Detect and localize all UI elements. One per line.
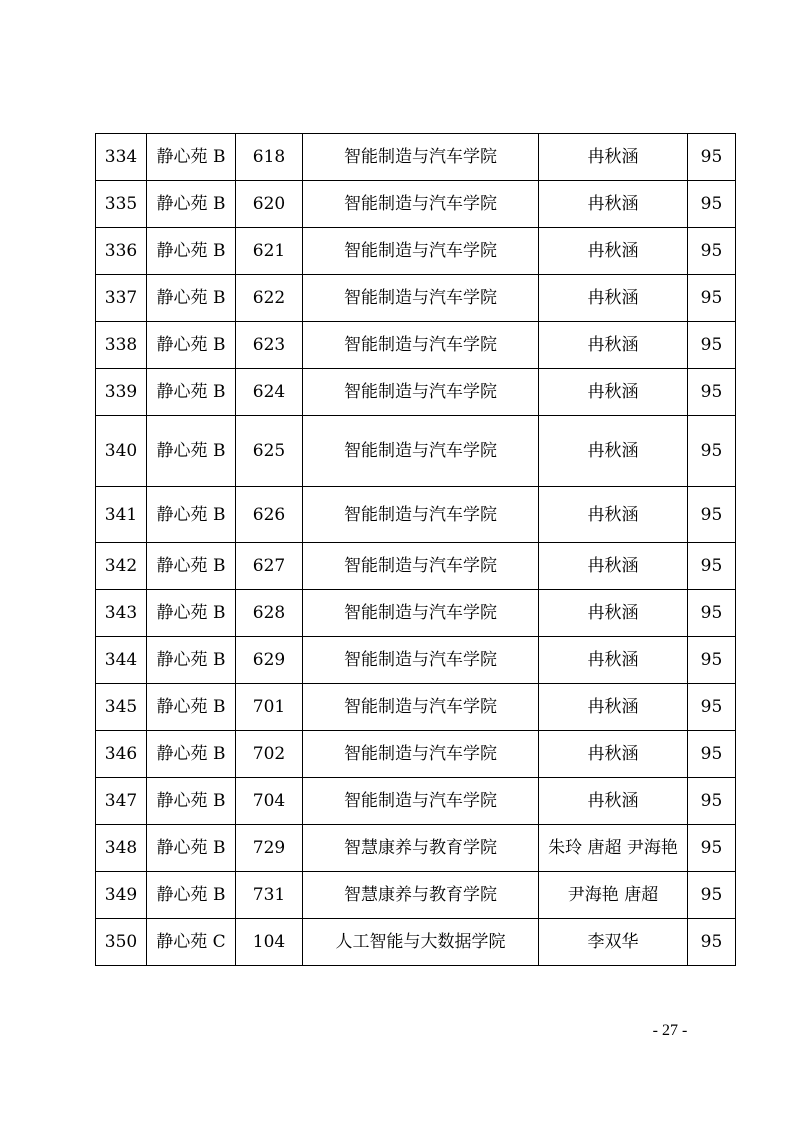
- score-value: 95: [688, 134, 736, 181]
- building-name: 静心苑 B: [147, 872, 236, 919]
- table-row: [96, 731, 736, 778]
- college-name: 智能制造与汽车学院: [303, 684, 539, 731]
- college-name: 智能制造与汽车学院: [303, 181, 539, 228]
- college-name: 智能制造与汽车学院: [303, 416, 539, 487]
- building-name: 静心苑 B: [147, 543, 236, 590]
- counselor-names: 冉秋涵: [539, 322, 688, 369]
- counselor-names: 冉秋涵: [539, 275, 688, 322]
- table-row: [96, 684, 736, 731]
- room-number: 702: [236, 731, 303, 778]
- building-name: 静心苑 B: [147, 181, 236, 228]
- building-name: 静心苑 B: [147, 275, 236, 322]
- building-name: 静心苑 B: [147, 228, 236, 275]
- college-name: 智能制造与汽车学院: [303, 134, 539, 181]
- counselor-names: 尹海艳 唐超: [539, 872, 688, 919]
- row-number: 343: [96, 590, 147, 637]
- building-name: 静心苑 B: [147, 416, 236, 487]
- counselor-names: 冉秋涵: [539, 637, 688, 684]
- row-number: 335: [96, 181, 147, 228]
- score-value: 95: [688, 543, 736, 590]
- room-number: 625: [236, 416, 303, 487]
- table-row: [96, 919, 736, 966]
- row-number: 337: [96, 275, 147, 322]
- score-value: 95: [688, 684, 736, 731]
- table-row: [96, 590, 736, 637]
- row-number: 341: [96, 487, 147, 543]
- college-name: 智能制造与汽车学院: [303, 637, 539, 684]
- counselor-names: 冉秋涵: [539, 590, 688, 637]
- room-number: 701: [236, 684, 303, 731]
- building-name: 静心苑 B: [147, 369, 236, 416]
- college-name: 智能制造与汽车学院: [303, 322, 539, 369]
- page-number: - 27 -: [652, 1022, 688, 1039]
- room-number: 618: [236, 134, 303, 181]
- college-name: 人工智能与大数据学院: [303, 919, 539, 966]
- row-number: 347: [96, 778, 147, 825]
- counselor-names: 李双华: [539, 919, 688, 966]
- score-value: 95: [688, 872, 736, 919]
- score-value: 95: [688, 637, 736, 684]
- score-value: 95: [688, 369, 736, 416]
- room-number: 620: [236, 181, 303, 228]
- building-name: 静心苑 B: [147, 684, 236, 731]
- room-number: 626: [236, 487, 303, 543]
- college-name: 智能制造与汽车学院: [303, 778, 539, 825]
- college-name: 智能制造与汽车学院: [303, 543, 539, 590]
- building-name: 静心苑 B: [147, 825, 236, 872]
- score-value: 95: [688, 919, 736, 966]
- counselor-names: 冉秋涵: [539, 487, 688, 543]
- table-row: [96, 778, 736, 825]
- table-row: [96, 543, 736, 590]
- room-number: 624: [236, 369, 303, 416]
- table-row: [96, 637, 736, 684]
- score-value: 95: [688, 275, 736, 322]
- college-name: 智能制造与汽车学院: [303, 228, 539, 275]
- college-name: 智能制造与汽车学院: [303, 590, 539, 637]
- college-name: 智能制造与汽车学院: [303, 369, 539, 416]
- building-name: 静心苑 B: [147, 322, 236, 369]
- table-row: [96, 275, 736, 322]
- room-number: 622: [236, 275, 303, 322]
- counselor-names: 冉秋涵: [539, 416, 688, 487]
- room-number: 104: [236, 919, 303, 966]
- row-number: 345: [96, 684, 147, 731]
- table-row: [96, 228, 736, 275]
- row-number: 346: [96, 731, 147, 778]
- college-name: 智能制造与汽车学院: [303, 731, 539, 778]
- score-value: 95: [688, 416, 736, 487]
- room-number: 731: [236, 872, 303, 919]
- college-name: 智能制造与汽车学院: [303, 275, 539, 322]
- room-number: 621: [236, 228, 303, 275]
- room-number: 628: [236, 590, 303, 637]
- college-name: 智慧康养与教育学院: [303, 872, 539, 919]
- counselor-names: 冉秋涵: [539, 181, 688, 228]
- room-number: 629: [236, 637, 303, 684]
- table-row: [96, 134, 736, 181]
- table-row: [96, 825, 736, 872]
- table-body: [96, 134, 736, 966]
- room-number: 704: [236, 778, 303, 825]
- college-name: 智慧康养与教育学院: [303, 825, 539, 872]
- score-value: 95: [688, 322, 736, 369]
- dorm-score-table: [95, 133, 736, 966]
- building-name: 静心苑 B: [147, 731, 236, 778]
- counselor-names: 冉秋涵: [539, 134, 688, 181]
- row-number: 340: [96, 416, 147, 487]
- room-number: 623: [236, 322, 303, 369]
- building-name: 静心苑 C: [147, 919, 236, 966]
- score-value: 95: [688, 778, 736, 825]
- table-row: [96, 416, 736, 487]
- table-row: [96, 369, 736, 416]
- row-number: 349: [96, 872, 147, 919]
- counselor-names: 朱玲 唐超 尹海艳: [539, 825, 688, 872]
- building-name: 静心苑 B: [147, 134, 236, 181]
- counselor-names: 冉秋涵: [539, 778, 688, 825]
- table-row: [96, 872, 736, 919]
- row-number: 334: [96, 134, 147, 181]
- row-number: 344: [96, 637, 147, 684]
- room-number: 729: [236, 825, 303, 872]
- counselor-names: 冉秋涵: [539, 228, 688, 275]
- room-number: 627: [236, 543, 303, 590]
- score-value: 95: [688, 181, 736, 228]
- table-row: [96, 487, 736, 543]
- row-number: 350: [96, 919, 147, 966]
- table-row: [96, 322, 736, 369]
- row-number: 342: [96, 543, 147, 590]
- building-name: 静心苑 B: [147, 590, 236, 637]
- building-name: 静心苑 B: [147, 778, 236, 825]
- counselor-names: 冉秋涵: [539, 369, 688, 416]
- score-value: 95: [688, 487, 736, 543]
- counselor-names: 冉秋涵: [539, 543, 688, 590]
- score-value: 95: [688, 590, 736, 637]
- row-number: 348: [96, 825, 147, 872]
- counselor-names: 冉秋涵: [539, 731, 688, 778]
- row-number: 338: [96, 322, 147, 369]
- building-name: 静心苑 B: [147, 487, 236, 543]
- score-value: 95: [688, 731, 736, 778]
- row-number: 336: [96, 228, 147, 275]
- row-number: 339: [96, 369, 147, 416]
- score-value: 95: [688, 825, 736, 872]
- table-row: [96, 181, 736, 228]
- college-name: 智能制造与汽车学院: [303, 487, 539, 543]
- score-value: 95: [688, 228, 736, 275]
- counselor-names: 冉秋涵: [539, 684, 688, 731]
- building-name: 静心苑 B: [147, 637, 236, 684]
